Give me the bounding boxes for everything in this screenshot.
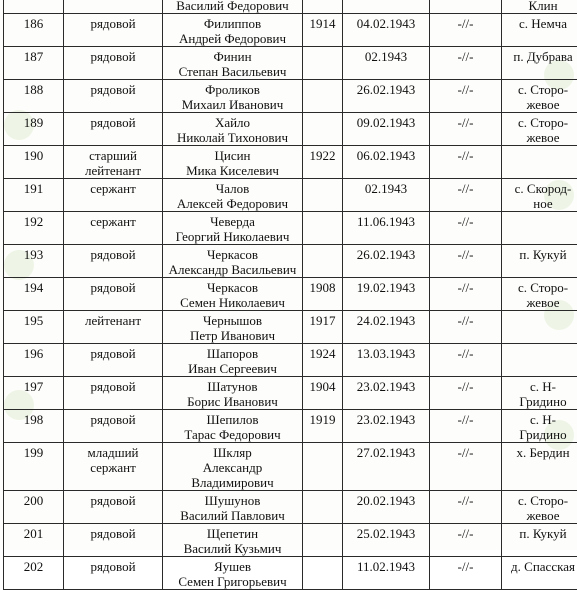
cell-name-line: Шушунов (165, 493, 300, 508)
cell-birth-year: 1914 (303, 14, 343, 47)
casualty-table (3, 0, 577, 590)
cell-name (163, 344, 303, 377)
cell-birth-year (303, 491, 343, 524)
cell-place-line: жевое (504, 295, 577, 310)
cell-name-line: Чернышов (165, 313, 300, 328)
cell-place-line: п. Дубрава (504, 49, 577, 64)
cell-note: -//- (430, 113, 502, 146)
cell-rank-line: рядовой (66, 247, 160, 262)
cell-place (502, 80, 577, 113)
cell-note: -//- (430, 80, 502, 113)
cell-note: -//- (430, 311, 502, 344)
cell-rank-line: рядовой (66, 493, 160, 508)
cell-date: 11.02.1943 (343, 557, 430, 590)
table-row (4, 311, 577, 344)
cell-place-line: д. Спасская (504, 559, 577, 574)
cell-name (163, 14, 303, 47)
cell-place (502, 146, 577, 179)
table-row (4, 524, 577, 557)
cell-name-line: Василий Кузьмич (165, 541, 300, 556)
cell-birth-year: 1922 (303, 146, 343, 179)
cell-place-line: с. Скород- (504, 181, 577, 196)
cell-name-line: Тарас Федорович (165, 427, 300, 442)
cell-rank-line: рядовой (66, 280, 160, 295)
cell-name-line: Андрей Федорович (165, 31, 300, 46)
cell-name-line: Степан Васильевич (165, 64, 300, 79)
cell-name (163, 443, 303, 491)
cell-birth-year (303, 245, 343, 278)
cell-name-line: Хайло (165, 115, 300, 130)
cell-rank (64, 47, 163, 80)
cell-place (502, 47, 577, 80)
cell-place-line: ное (504, 196, 577, 211)
cell-place (502, 311, 577, 344)
cell-birth-year (303, 80, 343, 113)
cell-number: 189 (4, 113, 64, 146)
cell-number: 197 (4, 377, 64, 410)
cell-place (502, 491, 577, 524)
cell-name-line: Семен Николаевич (165, 295, 300, 310)
cell-note: -//- (430, 410, 502, 443)
table-row (4, 179, 577, 212)
cell-note: -//- (430, 245, 502, 278)
cell-note: -//- (430, 212, 502, 245)
table-row (4, 278, 577, 311)
cell-place (502, 557, 577, 590)
cell-rank-line: рядовой (66, 526, 160, 541)
cell-rank (64, 80, 163, 113)
cell-rank-line: рядовой (66, 82, 160, 97)
cell-date: 27.02.1943 (343, 443, 430, 491)
cell-name-line: Николай Тихонович (165, 130, 300, 145)
cell-name-line: Шатунов (165, 379, 300, 394)
cell-name-line: Фроликов (165, 82, 300, 97)
cell-rank-line: сержант (66, 214, 160, 229)
cell-number: 196 (4, 344, 64, 377)
cell-rank-line: рядовой (66, 115, 160, 130)
cell-name (163, 146, 303, 179)
cell-date: 24.02.1943 (343, 311, 430, 344)
cell-name-line: Шапоров (165, 346, 300, 361)
cell-number: 201 (4, 524, 64, 557)
cell-birth-year: 1908 (303, 278, 343, 311)
cell-place-line: с. Н- (504, 379, 577, 394)
cell-rank (64, 557, 163, 590)
cell-rank (64, 179, 163, 212)
cell-number: 194 (4, 278, 64, 311)
cell-number: 199 (4, 443, 64, 491)
cell-note (430, 0, 502, 14)
cell-name (163, 80, 303, 113)
cell-name (163, 524, 303, 557)
cell-number: 186 (4, 14, 64, 47)
cell-rank-line: лейтенант (66, 163, 160, 178)
cell-name-line: Александр (165, 460, 300, 475)
cell-note: -//- (430, 344, 502, 377)
cell-date: 09.02.1943 (343, 113, 430, 146)
cell-rank-line: старший (66, 148, 160, 163)
table-row (4, 443, 577, 491)
cell-birth-year (303, 0, 343, 14)
table-row (4, 491, 577, 524)
cell-rank (64, 410, 163, 443)
cell-date: 04.02.1943 (343, 14, 430, 47)
cell-rank (64, 524, 163, 557)
cell-rank (64, 146, 163, 179)
cell-name-line: Александр Васильевич (165, 262, 300, 277)
cell-place-line: с. Сторо- (504, 82, 577, 97)
cell-birth-year: 1917 (303, 311, 343, 344)
cell-rank-line: младший (66, 445, 160, 460)
cell-number: 198 (4, 410, 64, 443)
cell-name-line: Черкасов (165, 280, 300, 295)
cell-number: 187 (4, 47, 64, 80)
cell-place-line: жевое (504, 130, 577, 145)
table-row (4, 113, 577, 146)
cell-name (163, 212, 303, 245)
cell-note: -//- (430, 377, 502, 410)
cell-name (163, 113, 303, 146)
cell-birth-year (303, 557, 343, 590)
table-row (4, 47, 577, 80)
cell-note: -//- (430, 179, 502, 212)
cell-number (4, 0, 64, 14)
cell-name-line: Чалов (165, 181, 300, 196)
cell-name (163, 491, 303, 524)
cell-rank (64, 377, 163, 410)
cell-date: 26.02.1943 (343, 80, 430, 113)
cell-note: -//- (430, 14, 502, 47)
cell-date: 20.02.1943 (343, 491, 430, 524)
cell-place (502, 278, 577, 311)
cell-birth-year (303, 443, 343, 491)
cell-rank-line: рядовой (66, 346, 160, 361)
cell-place-line: жевое (504, 97, 577, 112)
cell-note: -//- (430, 443, 502, 491)
cell-place: Клин (502, 0, 577, 14)
cell-place (502, 212, 577, 245)
cell-rank (64, 278, 163, 311)
cell-name-line: Цисин (165, 148, 300, 163)
table-row (4, 146, 577, 179)
cell-name-line: Щепетин (165, 526, 300, 541)
table-row (4, 557, 577, 590)
cell-place-line: х. Бердин (504, 445, 577, 460)
cell-number: 192 (4, 212, 64, 245)
cell-place (502, 245, 577, 278)
cell-note: -//- (430, 524, 502, 557)
cell-note: -//- (430, 146, 502, 179)
cell-place (502, 344, 577, 377)
cell-place (502, 179, 577, 212)
cell-name-line: Финин (165, 49, 300, 64)
cell-rank (64, 245, 163, 278)
cell-rank (64, 344, 163, 377)
cell-number: 202 (4, 557, 64, 590)
cell-date (343, 0, 430, 14)
cell-rank-line: сержант (66, 460, 160, 475)
cell-place (502, 377, 577, 410)
cell-rank (64, 212, 163, 245)
cell-name-line: Борис Иванович (165, 394, 300, 409)
cell-name-line: Семен Григорьевич (165, 574, 300, 589)
cell-place (502, 524, 577, 557)
cell-place-line: Гридино (504, 427, 577, 442)
cell-date: 23.02.1943 (343, 410, 430, 443)
cell-number: 200 (4, 491, 64, 524)
cell-place-line: с. Сторо- (504, 115, 577, 130)
cell-place-line: Гридино (504, 394, 577, 409)
cell-place-line: с. Сторо- (504, 280, 577, 295)
cell-rank-line: рядовой (66, 16, 160, 31)
cell-place-line: п. Кукуй (504, 526, 577, 541)
cell-name (163, 311, 303, 344)
cell-note: -//- (430, 47, 502, 80)
cell-rank-line: рядовой (66, 49, 160, 64)
cell-name (163, 245, 303, 278)
cell-number: 193 (4, 245, 64, 278)
cell-name-line: Владимирович (165, 475, 300, 490)
cell-rank-line: рядовой (66, 412, 160, 427)
cell-date: 25.02.1943 (343, 524, 430, 557)
cell-number: 190 (4, 146, 64, 179)
cell-name-line: Алексей Федорович (165, 196, 300, 211)
cell-name: Василий Федорович (163, 0, 303, 14)
table-row (4, 245, 577, 278)
cell-note: -//- (430, 278, 502, 311)
cell-name (163, 377, 303, 410)
cell-name-line: Мика Киселевич (165, 163, 300, 178)
cell-name (163, 410, 303, 443)
table-row (4, 377, 577, 410)
cell-note: -//- (430, 557, 502, 590)
cell-date: 11.06.1943 (343, 212, 430, 245)
cell-birth-year (303, 212, 343, 245)
cell-place (502, 410, 577, 443)
cell-birth-year (303, 179, 343, 212)
cell-date: 26.02.1943 (343, 245, 430, 278)
cell-note: -//- (430, 491, 502, 524)
cell-name-line: Иван Сергеевич (165, 361, 300, 376)
cell-birth-year: 1924 (303, 344, 343, 377)
table-row (4, 80, 577, 113)
cell-place (502, 14, 577, 47)
cell-place-line: с. Н- (504, 412, 577, 427)
cell-name-line: Шкляр (165, 445, 300, 460)
cell-date: 06.02.1943 (343, 146, 430, 179)
cell-rank (64, 0, 163, 14)
cell-name-line: Шепилов (165, 412, 300, 427)
cell-number: 195 (4, 311, 64, 344)
table-row (4, 344, 577, 377)
cell-name-line: Чеверда (165, 214, 300, 229)
cell-name-line: Георгий Николаевич (165, 229, 300, 244)
table-row (4, 14, 577, 47)
cell-place-line: с. Сторо- (504, 493, 577, 508)
cell-name-line: Яушев (165, 559, 300, 574)
table-row (4, 0, 577, 14)
cell-birth-year (303, 113, 343, 146)
cell-date: 19.02.1943 (343, 278, 430, 311)
table-row (4, 212, 577, 245)
cell-rank-line: лейтенант (66, 313, 160, 328)
cell-place (502, 113, 577, 146)
cell-birth-year: 1919 (303, 410, 343, 443)
cell-name (163, 557, 303, 590)
cell-name-line: Василий Павлович (165, 508, 300, 523)
cell-date: 23.02.1943 (343, 377, 430, 410)
cell-birth-year: 1904 (303, 377, 343, 410)
cell-number: 188 (4, 80, 64, 113)
cell-name-line: Петр Иванович (165, 328, 300, 343)
cell-rank (64, 491, 163, 524)
cell-place-line: с. Немча (504, 16, 577, 31)
cell-rank (64, 113, 163, 146)
cell-place-line: жевое (504, 508, 577, 523)
cell-name-line: Филиппов (165, 16, 300, 31)
cell-birth-year (303, 524, 343, 557)
cell-rank-line: рядовой (66, 379, 160, 394)
cell-name-line: Черкасов (165, 247, 300, 262)
cell-rank (64, 311, 163, 344)
cell-name (163, 47, 303, 80)
table-row (4, 410, 577, 443)
cell-birth-year (303, 47, 343, 80)
cell-rank-line: рядовой (66, 559, 160, 574)
cell-number: 191 (4, 179, 64, 212)
cell-place (502, 443, 577, 491)
cell-name (163, 278, 303, 311)
cell-name (163, 179, 303, 212)
cell-place-line: п. Кукуй (504, 247, 577, 262)
cell-rank (64, 443, 163, 491)
cell-date: 13.03.1943 (343, 344, 430, 377)
cell-date: 02.1943 (343, 179, 430, 212)
cell-name-line: Михаил Иванович (165, 97, 300, 112)
cell-rank-line: сержант (66, 181, 160, 196)
cell-rank (64, 14, 163, 47)
cell-date: 02.1943 (343, 47, 430, 80)
